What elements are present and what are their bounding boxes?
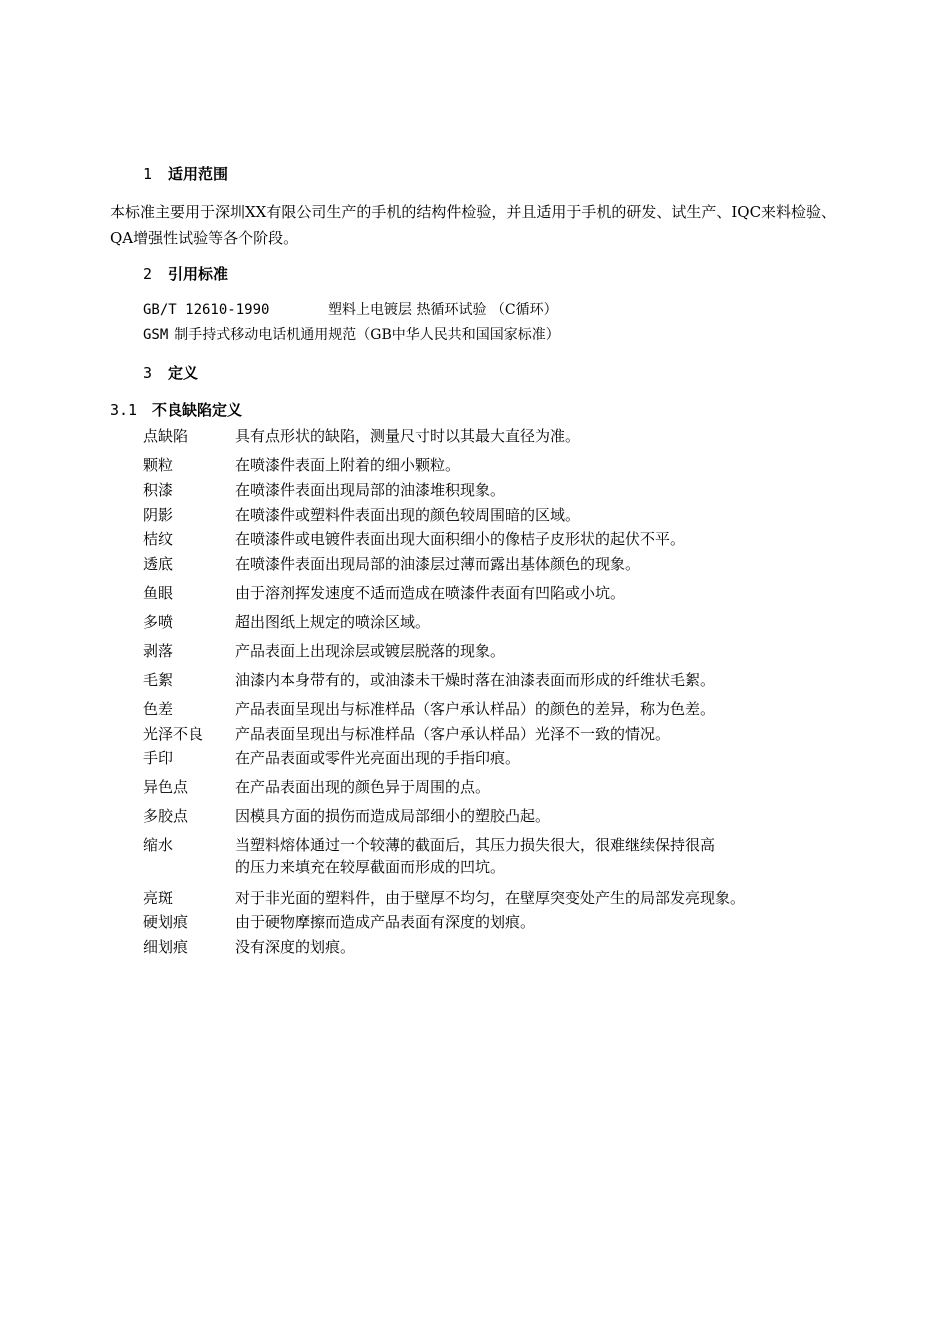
section-3-title: 定义 <box>168 364 199 382</box>
reference-item <box>143 300 558 320</box>
definition-term: 细划痕 <box>143 938 189 956</box>
definition-desc: 对于非光面的塑料件，由于壁厚不均匀，在壁厚突变处产生的局部发亮现象。 <box>235 889 746 907</box>
reference-item <box>143 325 560 345</box>
definition-term: 剥落 <box>143 642 174 660</box>
definition-desc: 在喷漆件表面出现局部的油漆层过薄而露出基体颜色的现象。 <box>235 555 641 573</box>
reference-code: GB/T 12610-1990 <box>143 302 270 318</box>
definition-term: 鱼眼 <box>143 584 174 602</box>
section-1-heading <box>143 164 228 184</box>
definition-term: 多喷 <box>143 613 174 631</box>
definition-desc: 因模具方面的损伤而造成局部细小的塑胶凸起。 <box>235 807 551 825</box>
section-3-1-number: 3.1 <box>110 401 138 419</box>
definition-term: 亮斑 <box>143 889 174 907</box>
definition-desc: 油漆内本身带有的，或油漆未干燥时落在油漆表面而形成的纤维状毛絮。 <box>235 671 716 689</box>
definition-term: 透底 <box>143 555 174 573</box>
definition-term: 多胶点 <box>143 807 189 825</box>
definition-desc: 由于硬物摩擦而造成产品表面有深度的划痕。 <box>235 913 536 931</box>
section-2-heading <box>143 264 228 284</box>
definition-term: 颗粒 <box>143 456 174 474</box>
section-1-title: 适用范围 <box>168 165 229 183</box>
definition-desc-line: 的压力来填充在较厚截面而形成的凹坑。 <box>235 858 506 876</box>
definition-term: 缩水 <box>143 836 174 854</box>
definition-desc: 在喷漆件表面上附着的细小颗粒。 <box>235 456 461 474</box>
section-2-title: 引用标准 <box>168 265 229 283</box>
definition-term: 手印 <box>143 749 174 767</box>
section-2-number: 2 <box>143 265 153 283</box>
section-3-1-heading <box>110 400 242 420</box>
definition-term: 桔纹 <box>143 530 174 548</box>
definition-desc: 具有点形状的缺陷，测量尺寸时以其最大直径为准。 <box>235 427 581 445</box>
definition-desc: 产品表面呈现出与标准样品（客户承认样品）光泽不一致的情况。 <box>235 725 671 743</box>
definition-desc: 在喷漆件表面出现局部的油漆堆积现象。 <box>235 481 506 499</box>
definition-desc: 由于溶剂挥发速度不适而造成在喷漆件表面有凹陷或小坑。 <box>235 584 626 602</box>
definition-desc: 产品表面呈现出与标准样品（客户承认样品）的颜色的差异，称为色差。 <box>235 700 716 718</box>
definition-term: 毛絮 <box>143 671 174 689</box>
definition-desc <box>235 834 825 878</box>
definition-desc: 在产品表面或零件光亮面出现的手指印痕。 <box>235 749 521 767</box>
definition-term: 阴影 <box>143 506 174 524</box>
reference-name: 制手持式移动电话机通用规范（GB中华人民共和国国家标准） <box>174 327 560 343</box>
section-3-heading <box>143 363 198 383</box>
definition-desc: 超出图纸上规定的喷涂区域。 <box>235 613 431 631</box>
definition-desc: 在产品表面出现的颜色异于周围的点。 <box>235 778 491 796</box>
section-1-number: 1 <box>143 165 153 183</box>
definition-term: 色差 <box>143 700 174 718</box>
definition-term: 异色点 <box>143 778 189 796</box>
definition-desc: 产品表面上出现涂层或镀层脱落的现象。 <box>235 642 506 660</box>
section-3-number: 3 <box>143 364 153 382</box>
definition-desc-line: 当塑料熔体通过一个较薄的截面后，其压力损失很大，很难继续保持很高 <box>235 836 716 854</box>
definition-desc: 在喷漆件或塑料件表面出现的颜色较周围暗的区域。 <box>235 506 581 524</box>
definition-term: 光泽不良 <box>143 725 204 743</box>
reference-name: 塑料上电镀层 热循环试验 （C循环） <box>328 302 558 318</box>
definition-term: 硬划痕 <box>143 913 189 931</box>
reference-code: GSM <box>143 327 169 343</box>
definition-desc: 在喷漆件或电镀件表面出现大面积细小的像桔子皮形状的起伏不平。 <box>235 530 686 548</box>
section-1-body: 本标准主要用于深圳XX有限公司生产的手机的结构件检验，并且适用于手机的研发、试生产、IQC来料检验、QA增强性试验等各个阶段。 <box>110 203 837 247</box>
definition-term: 点缺陷 <box>143 427 189 445</box>
definition-term: 积漆 <box>143 481 174 499</box>
section-3-1-title: 不良缺陷定义 <box>152 401 243 419</box>
definition-desc: 没有深度的划痕。 <box>235 938 356 956</box>
